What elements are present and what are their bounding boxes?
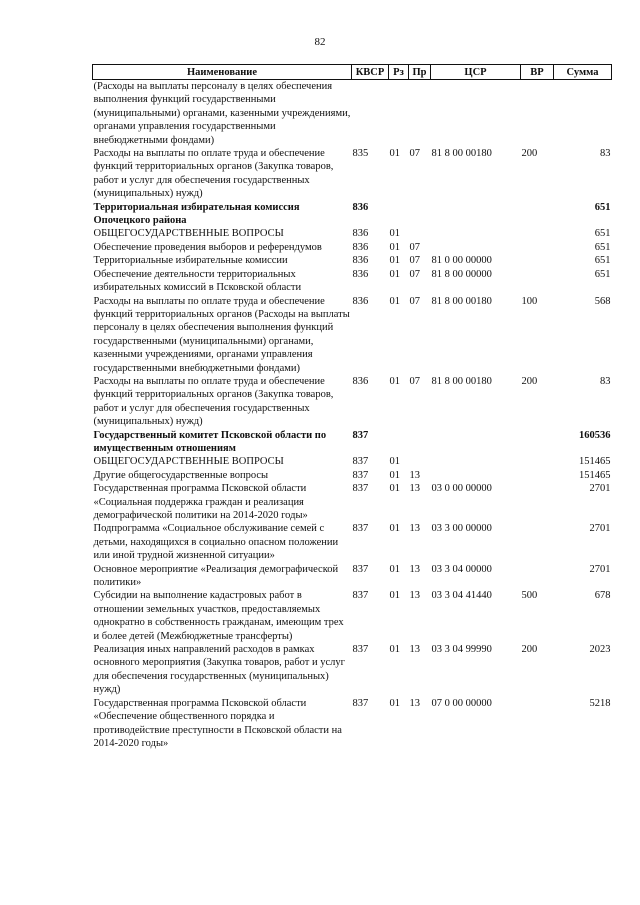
cell-csr: 03 3 00 00000 [431,523,492,535]
cell-vr [521,227,554,240]
table-row [93,469,612,482]
header-sum: Сумма [554,65,612,80]
cell-rz: 01 [389,268,400,280]
header-vr: ВР [521,65,554,80]
cell-kvsr [352,80,389,148]
cell-rz: 01 [389,148,400,160]
cell-kvsr: 836 [352,268,369,280]
cell-csr: 81 0 00 00000 [431,255,492,267]
cell-sum: 651 [594,241,611,253]
cell-csr [431,201,521,228]
cell-rz: 01 [389,295,400,307]
table-row [93,227,612,240]
table-row [93,375,612,429]
cell-csr: 81 8 00 00180 [431,295,492,307]
cell-name: Государственный комитет Псковской области по имущественным отношениям [93,429,327,454]
cell-csr [431,80,521,148]
cell-rz: 01 [389,456,400,468]
cell-sum: 651 [594,201,611,213]
cell-kvsr: 836 [352,201,369,213]
cell-pr: 07 [409,375,420,387]
cell-kvsr: 836 [352,295,369,307]
cell-vr [521,268,554,295]
cell-sum: 83 [600,148,611,160]
cell-pr: 07 [409,295,420,307]
cell-kvsr: 837 [352,523,369,535]
cell-sum: 2701 [589,523,611,535]
cell-kvsr: 835 [352,148,369,160]
cell-csr: 81 8 00 00180 [431,375,492,387]
cell-sum: 160536 [579,429,611,441]
cell-pr [409,201,431,228]
cell-name: Реализация иных направлений расходов в рамках основного мероприятия (Закупка товаров, работ и услуг для обеспечения государственных (муниципальных) нужд) [93,644,345,696]
cell-sum: 568 [594,295,611,307]
table-row [93,254,612,267]
cell-sum: 5218 [589,697,611,709]
cell-vr [521,80,554,148]
table-row [93,522,612,562]
cell-pr: 13 [409,563,420,575]
cell-pr: 13 [409,590,420,602]
cell-kvsr: 836 [352,375,369,387]
table-row [93,241,612,254]
cell-rz: 01 [389,590,400,602]
cell-csr [431,455,521,468]
cell-vr: 500 [521,590,538,602]
cell-kvsr: 837 [352,697,369,709]
cell-kvsr: 836 [352,241,369,253]
cell-kvsr: 837 [352,456,369,468]
cell-vr [521,254,554,267]
cell-csr: 03 3 04 00000 [431,563,492,575]
table-body [93,80,612,751]
cell-vr [521,482,554,522]
cell-name: Подпрограмма «Социальное обслуживание семей с детьми, находящихся в социально опасном положении или иной трудной жизненной ситуации» [93,523,339,562]
cell-sum: 651 [594,255,611,267]
table-row [93,429,612,456]
cell-rz: 01 [389,255,400,267]
cell-pr: 13 [409,523,420,535]
cell-name: Основное мероприятие «Реализация демографической политики» [93,563,339,589]
cell-vr: 100 [521,295,538,307]
table-row [93,697,612,751]
cell-rz: 01 [389,469,400,481]
cell-csr [431,241,521,254]
cell-pr: 13 [409,483,420,495]
cell-rz: 01 [389,228,400,240]
cell-name: Расходы на выплаты по оплате труда и обеспечение функций территориальных органов (Расходы на выплаты персоналу в целях обеспечения выполнения функций государственными (муниципальными) органами, казенными учреждениями, органами управления государственными внебюджетными фондами) [93,295,350,374]
cell-rz: 01 [389,483,400,495]
table-row [93,295,612,375]
table-row [93,563,612,590]
cell-kvsr: 837 [352,429,369,441]
cell-rz [389,429,409,456]
cell-name: Государственная программа Псковской области «Социальная поддержка граждан и реализация демографической политики на 2014-2020 годы» [93,483,308,521]
cell-name: Другие общегосударственные вопросы [93,469,269,481]
cell-pr [409,227,431,240]
cell-rz: 01 [389,644,400,656]
cell-name: Расходы на выплаты по оплате труда и обеспечение функций территориальных органов (Закупка товаров, работ и услуг для обеспечения государственных (муниципальных) нужд) [93,375,334,428]
table-row [93,589,612,643]
cell-csr: 81 8 00 00180 [431,148,492,160]
cell-rz: 01 [389,375,400,387]
cell-sum: 678 [594,590,611,602]
table-row [93,643,612,697]
header-csr: ЦСР [431,65,521,80]
table-row [93,80,612,148]
cell-name: Обеспечение проведения выборов и референдумов [93,241,322,253]
cell-csr: 81 8 00 00000 [431,268,492,280]
cell-vr [521,563,554,590]
cell-pr: 13 [409,644,420,656]
cell-kvsr: 836 [352,228,369,240]
cell-name: ОБЩЕГОСУДАРСТВЕННЫЕ ВОПРОСЫ [93,228,284,240]
cell-vr: 200 [521,375,538,387]
cell-sum: 2701 [589,483,611,495]
cell-name: (Расходы на выплаты персоналу в целях обеспечения выполнения функций государственными (муниципальными) органами, казенными учреждениями, органами управления государственными внебюджетными фондами) [93,81,351,146]
table-header-row [93,65,612,80]
cell-vr [521,429,554,456]
cell-pr: 07 [409,255,420,267]
header-pr: Пр [409,65,431,80]
cell-name: Территориальные избирательные комиссии [93,255,288,267]
cell-csr [431,429,521,456]
cell-pr: 13 [409,469,420,481]
cell-pr: 07 [409,148,420,160]
table-row [93,147,612,201]
cell-sum: 151465 [579,456,611,468]
cell-csr: 03 0 00 00000 [431,483,492,495]
cell-rz: 01 [389,523,400,535]
cell-name: Обеспечение деятельности территориальных избирательных комиссий в Псковской области [93,268,302,294]
cell-name: Субсидии на выполнение кадастровых работ в отношении земельных участков, предоставляемых однократно в собственность гражданам, имеющим трех и более детей (Межбюджетные трансферты) [93,590,344,642]
header-name: Наименование [93,65,352,80]
cell-vr: 200 [521,148,538,160]
table-row [93,201,612,228]
cell-sum: 651 [594,228,611,240]
table-row [93,482,612,522]
cell-rz: 01 [389,241,400,253]
cell-kvsr: 836 [352,255,369,267]
table-row [93,455,612,468]
cell-name: Расходы на выплаты по оплате труда и обеспечение функций территориальных органов (Закупка товаров, работ и услуг для обеспечения государственных (муниципальных) нужд) [93,148,334,200]
cell-sum: 2701 [589,563,611,575]
cell-rz: 01 [389,563,400,575]
cell-kvsr: 837 [352,563,369,575]
cell-kvsr: 837 [352,469,369,481]
cell-csr: 03 3 04 99990 [431,644,492,656]
header-kvsr: КВСР [352,65,389,80]
cell-kvsr: 837 [352,590,369,602]
header-rz: Рз [389,65,409,80]
cell-kvsr: 837 [352,483,369,495]
cell-name: ОБЩЕГОСУДАРСТВЕННЫЕ ВОПРОСЫ [93,456,284,468]
cell-vr [521,241,554,254]
cell-csr: 07 0 00 00000 [431,697,492,709]
cell-pr [409,429,431,456]
table-row [93,268,612,295]
cell-vr [521,201,554,228]
cell-sum: 651 [594,268,611,280]
cell-pr [409,455,431,468]
cell-name: Государственная программа Псковской области «Обеспечение общественного порядка и противодействие преступности в Псковской области на 2014-2020 годы» [93,697,342,749]
cell-vr [521,697,554,751]
cell-csr: 03 3 04 41440 [431,590,492,602]
cell-rz [389,201,409,228]
cell-vr [521,469,554,482]
cell-pr: 07 [409,268,420,280]
cell-kvsr: 837 [352,644,369,656]
cell-vr [521,455,554,468]
cell-vr: 200 [521,644,538,656]
cell-rz: 01 [389,697,400,709]
cell-vr [521,522,554,562]
cell-pr: 07 [409,241,420,253]
cell-sum: 151465 [579,469,611,481]
cell-pr: 13 [409,697,420,709]
cell-sum: 83 [600,375,611,387]
cell-rz [389,80,409,148]
cell-name: Территориальная избирательная комиссия Опочецкого района [93,201,300,227]
cell-sum [554,80,612,148]
cell-csr [431,469,521,482]
page-number: 82 [314,36,326,48]
cell-pr [409,80,431,148]
cell-csr [431,227,521,240]
budget-table [92,64,612,750]
cell-sum: 2023 [589,644,611,656]
